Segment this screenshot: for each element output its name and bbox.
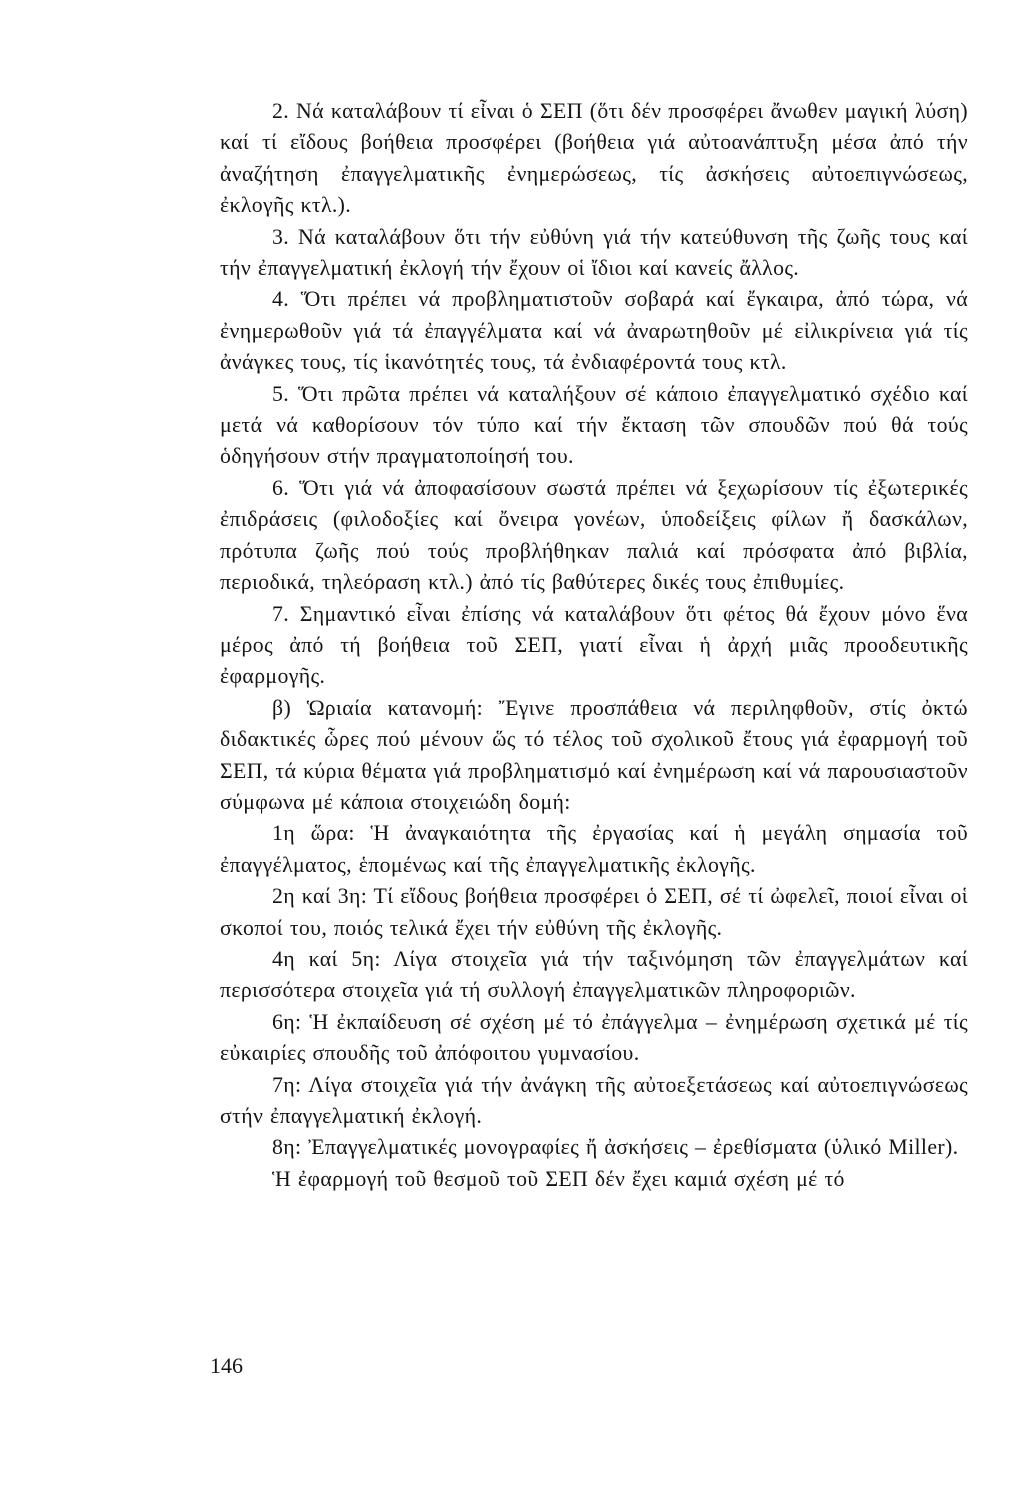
paragraph-item-5: 5. Ὅτι πρῶτα πρέπει νά καταλήξουν σέ κάποιο ἐπαγγελματικό σχέδιο καί μετά νά καθορίσουν τόν τύπο καί τήν ἔκταση τῶν σπουδῶν πού θά τούς ὁδηγήσουν στήν πραγματοποίησή του. (220, 381, 968, 469)
paragraph-closing: Ἡ ἐφαρμογή τοῦ θεσμοῦ τοῦ ΣΕΠ δέν ἔχει καμιά σχέση μέ τό (272, 1166, 845, 1191)
paragraph-hour-7: 7η: Λίγα στοιχεῖα γιά τήν ἀνάγκη τῆς αὐτοεξετάσεως καί αὐτοεπιγνώσεως στήν ἐπαγγελματική ἐκλογή. (220, 1072, 968, 1128)
paragraph-hour-1: 1η ὥρα: Ἡ ἀναγκαιότητα τῆς ἐργασίας καί ἡ μεγάλη σημασία τοῦ ἐπαγγέλματος, ἑπομένως καί τῆς ἐπαγγελματικῆς ἐκλογῆς. (220, 821, 968, 877)
paragraph-hour-8: 8η: Ἐπαγγελματικές μονογραφίες ἤ ἀσκήσεις – ἐρεθίσματα (ὑλικό Miller). (272, 1135, 959, 1160)
paragraph-item-6: 6. Ὅτι γιά νά ἀποφασίσουν σωστά πρέπει νά ξεχωρίσουν τίς ἐξωτερικές ἐπιδράσεις (φιλοδοξίες καί ὄνειρα γονέων, ὑποδείξεις φίλων ἤ δασκάλων, πρότυπα ζωῆς πού τούς προβλήθηκαν παλιά καί πρόσφατα ἀπό βιβλία, περιοδικά, τηλεόραση κτλ.) ἀπό τίς βαθύτερες δικές τους ἐπιθυμίες. (220, 475, 968, 595)
paragraph-hours-4-5: 4η καί 5η: Λίγα στοιχεῖα γιά τήν ταξινόμηση τῶν ἐπαγγελμάτων καί περισσότερα στοιχεῖα γιά τή συλλογή ἐπαγγελματικῶν πληροφοριῶν. (220, 946, 968, 1003)
paragraph-hours-2-3: 2η καί 3η: Τί εἴδους βοήθεια προσφέρει ὁ ΣΕΠ, σέ τί ὠφελεῖ, ποιοί εἶναι οἱ σκοποί του, ποιός τελικά ἔχει τήν εὐθύνη τῆς ἐκλογῆς. (220, 884, 968, 940)
body-text (220, 96, 968, 1195)
paragraph-item-4: 4. Ὅτι πρέπει νά προβληματιστοῦν σοβαρά καί ἔγκαιρα, ἀπό τώρα, νά ἐνημερωθοῦν γιά τά ἐπαγγέλματα καί νά ἀναρωτηθοῦν μέ εἰλικρίνεια γιά τίς ἀνάγκες τους, τίς ἱκανότητές τους, τά ἐνδιαφέροντά τους κτλ. (220, 287, 968, 375)
paragraph-item-7: 7. Σημαντικό εἶναι ἐπίσης νά καταλάβουν ὅτι φέτος θά ἔχουν μόνο ἕνα μέρος ἀπό τή βοήθεια τοῦ ΣΕΠ, γιατί εἶναι ἡ ἀρχή μιᾶς προοδευτικῆς ἐφαρμογῆς. (220, 601, 968, 689)
paragraph-hour-6: 6η: Ἡ ἐκπαίδευση σέ σχέση μέ τό ἐπάγγελμα – ἐνημέρωση σχετικά μέ τίς εὐκαιρίες σπουδῆς τοῦ ἀπόφοιτου γυμνασίου. (220, 1009, 968, 1066)
paragraph-item-3: 3. Νά καταλάβουν ὅτι τήν εὐθύνη γιά τήν κατεύθυνση τῆς ζωῆς τους καί τήν ἐπαγγελματική ἐκλογή τήν ἔχουν οἱ ἴδιοι καί κανείς ἄλλος. (220, 224, 968, 281)
page-number: 146 (210, 1353, 243, 1378)
paragraph-item-2: 2. Νά καταλάβουν τί εἶναι ὁ ΣΕΠ (ὅτι δέν προσφέρει ἄνωθεν μαγική λύση) καί τί εἴδους βοήθεια προσφέρει (βοήθεια γιά αὐτοανάπτυξη μέσα ἀπό τήν ἀναζήτηση ἐπαγγελματικῆς ἐνημερώσεως, τίς ἀσκήσεις αὐτοεπιγνώσεως, ἐκλογῆς κτλ.). (220, 99, 968, 218)
paragraph-hourly-allocation: β) Ὡριαία κατανομή: Ἔγινε προσπάθεια νά περιληφθοῦν, στίς ὀκτώ διδακτικές ὧρες πού μένουν ὥς τό τέλος τοῦ σχολικοῦ ἔτους γιά ἐφαρμογή τοῦ ΣΕΠ, τά κύρια θέματα γιά προβληματισμό καί ἐνημέρωση καί νά παρουσιαστοῦν σύμφωνα μέ κάποια στοιχειώδη δομή: (220, 695, 968, 814)
